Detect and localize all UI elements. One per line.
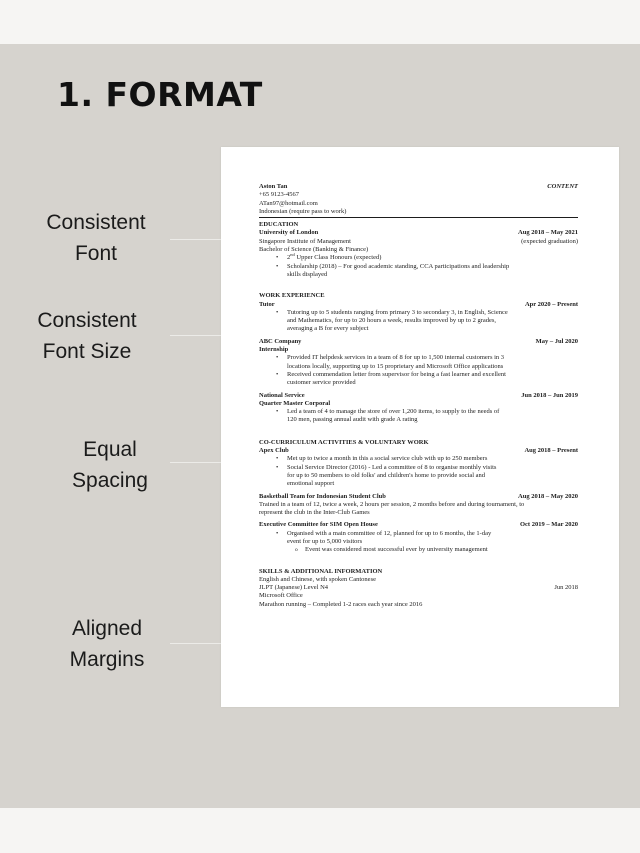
list-item: • 2nd Upper Class Honours (expected) xyxy=(259,254,578,262)
connector-line xyxy=(170,643,221,644)
list-item: • Tutoring up to 5 students ranging from primary 3 to secondary 3, in English, Science and Mathematics, for up to 20 hours a week, results improved by up to 2 grades, averaging a B for every subject xyxy=(259,309,578,334)
resume-content xyxy=(259,183,578,609)
job-dates: Apr 2020 – Present xyxy=(524,300,578,308)
activity-name: Apex Club xyxy=(259,447,289,455)
connector-line xyxy=(170,335,221,336)
list-item: • Scholarship (2018) – For good academic standing, CCA participations and leadership skills displayed xyxy=(259,263,578,280)
skill-line: JLPT (Japanese) Level N4 xyxy=(259,584,329,592)
activity-name: Executive Committee for SIM Open House xyxy=(259,521,378,529)
section-title-work: WORK EXPERIENCE xyxy=(259,292,325,300)
content-tag: CONTENT xyxy=(547,183,578,190)
header-divider xyxy=(259,217,578,218)
bottom-band xyxy=(0,808,640,853)
job-dates: May – Jul 2020 xyxy=(535,337,578,345)
section-title-cca: CO-CURRICULUM ACTIVITIES & VOLUNTARY WORK xyxy=(259,438,429,446)
activity-dates: Oct 2019 – Mar 2020 xyxy=(519,521,578,529)
list-item: • Provided IT helpdesk services in a team of 8 for up to 1,500 internal customers in 3 locations locally, supporting up to 15 proprietary and Microsoft Office applications xyxy=(259,354,578,371)
job-role: Quarter Master Corporal xyxy=(259,399,331,407)
activity-description: Trained in a team of 12, twice a week, 2 hours per session, 2 months before and during tournament, to xyxy=(259,500,525,508)
graduation-note: (expected graduation) xyxy=(521,237,578,245)
activity-description: represent the club in the Inter-Club Games xyxy=(259,509,370,517)
education-dates: Aug 2018 – May 2021 xyxy=(518,229,578,237)
skill-date: Jun 2018 xyxy=(554,584,578,592)
institute-name: Singapore Institute of Management xyxy=(259,237,351,245)
job-dates: Jun 2018 – Jun 2019 xyxy=(521,391,578,399)
label-consistent-font-size: Consistent Font Size xyxy=(37,309,137,363)
page-title: 1. FORMAT xyxy=(57,75,263,114)
list-item: • Received commendation letter from supervisor for being a fast learner and excellent customer service provided xyxy=(259,371,578,388)
label-consistent-font: Consistent Font xyxy=(46,211,146,265)
skill-line: Microsoft Office xyxy=(259,592,303,600)
degree: Bachelor of Science (Banking & Finance) xyxy=(259,246,369,254)
resume-header-row xyxy=(259,183,578,191)
connector-line xyxy=(170,239,221,240)
job-role: Tutor xyxy=(259,300,275,308)
label-equal-spacing: Equal Spacing xyxy=(72,438,148,492)
sub-list-item: o Event was considered most successful ever by university management xyxy=(259,546,578,554)
company-name: ABC Company xyxy=(259,337,302,345)
skill-line: English and Chinese, with spoken Cantonese xyxy=(259,575,376,583)
resume-nationality: Indonesian (require pass to work) xyxy=(259,207,347,215)
skill-line: Marathon running – Completed 1-2 races each year since 2016 xyxy=(259,600,423,608)
resume-email: ATan97@hotmail.com xyxy=(259,199,318,207)
list-item: • Met up to twice a month in this a social service club with up to 250 members xyxy=(259,455,578,463)
resume-name: Aston Tan xyxy=(259,183,288,190)
section-title-skills: SKILLS & ADDITIONAL INFORMATION xyxy=(259,567,383,575)
list-item: • Led a team of 4 to manage the store of over 1,200 items, to supply to the needs of 120 men, passing annual audit with grade A rating xyxy=(259,408,578,425)
list-item: • Social Service Director (2016) - Led a committee of 8 to organise monthly visits for up to 50 members to old folks' and children's home to provide social and emotional support xyxy=(259,464,578,489)
activity-dates: Aug 2018 – May 2020 xyxy=(518,492,578,500)
school-name: University of London xyxy=(259,229,319,237)
company-name: National Service xyxy=(259,391,305,399)
activity-dates: Aug 2018 – Present xyxy=(524,447,578,455)
activity-name: Basketball Team for Indonesian Student Club xyxy=(259,492,386,500)
top-band xyxy=(0,0,640,44)
resume-phone: +65 9123-4567 xyxy=(259,191,299,199)
section-title-education: EDUCATION xyxy=(259,221,299,229)
label-aligned-margins: Aligned Margins xyxy=(69,617,145,671)
connector-line xyxy=(170,462,221,463)
job-role: Internship xyxy=(259,346,289,354)
list-item: • Organised with a main committee of 12, planned for up to 6 months, the 1-day event for up to 5,000 visitors xyxy=(259,530,578,547)
